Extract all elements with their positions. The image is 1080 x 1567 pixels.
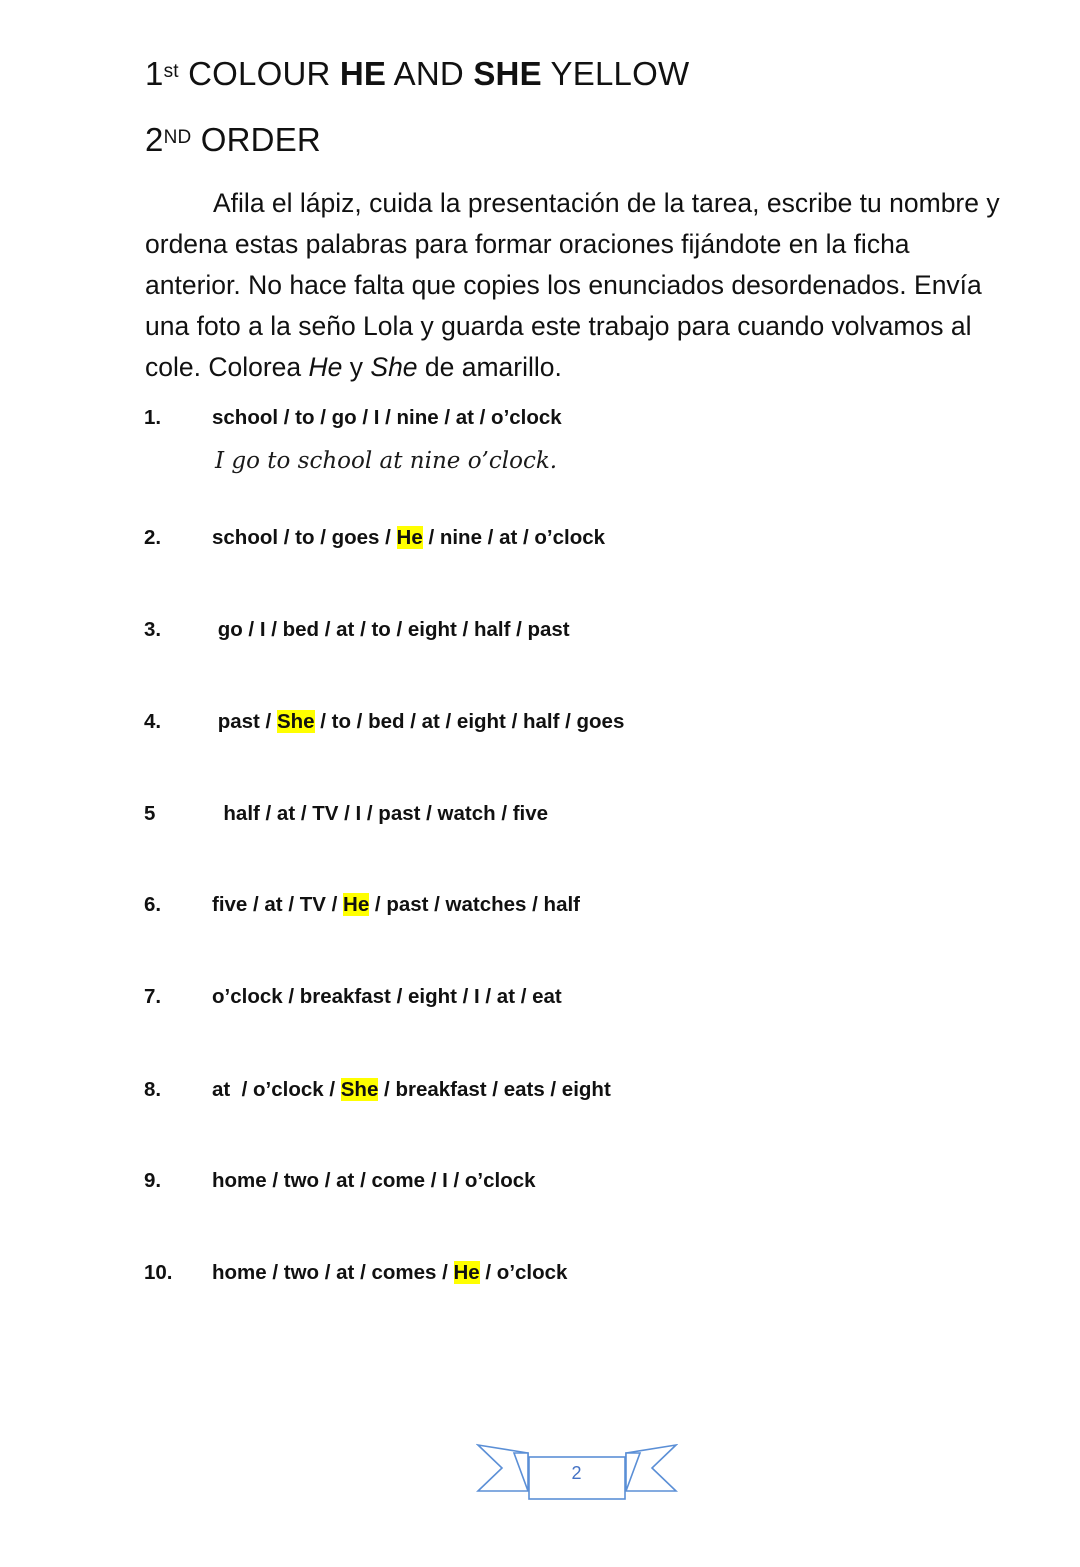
exercise-item-10: 10. home / two / at / comes / He / o’clock	[144, 1261, 568, 1284]
exercise-item-4: 4. past / She / to / bed / at / eight / half / goes	[144, 710, 625, 733]
exercise-item-3: 3. go / I / bed / at / to / eight / half / past	[144, 618, 570, 641]
exercise-item-9: 9. home / two / at / come / I / o’clock	[144, 1169, 536, 1192]
highlighted-pronoun: He	[343, 893, 370, 916]
exercise-item-2: 2. school / to / goes / He / nine / at / o’clock	[144, 526, 606, 549]
exercise-item-5: 5 half / at / TV / I / past / watch / five	[144, 802, 549, 825]
exercise-item-7: 7. o’clock / breakfast / eight / I / at / eat	[144, 985, 562, 1008]
exercise-item-8: 8. at / o’clock / She / breakfast / eats / eight	[144, 1078, 611, 1101]
highlighted-pronoun: She	[276, 710, 315, 733]
example-answer: I go to school at nine o’clock.	[215, 448, 558, 474]
heading-order: 2ND ORDER	[145, 121, 321, 158]
page-number: 2	[571, 1463, 582, 1483]
highlighted-pronoun: She	[340, 1078, 379, 1101]
exercise-item-1: 1. school / to / go / I / nine / at / o’clock	[144, 406, 562, 429]
highlighted-pronoun: He	[453, 1261, 480, 1284]
heading-colour: 1st COLOUR HE AND SHE YELLOW	[145, 55, 690, 92]
instructions-paragraph: Afila el lápiz, cuida la presentación de la tarea, escribe tu nombre y ordena estas palabras para formar oraciones fijándote en la ficha anterior. No hace falta que copies los enunciados desordenados. Envía una foto a la seño Lola y guarda este trabajo para cuando volvamos al cole. Colorea He y She de amarillo.	[145, 188, 1000, 382]
highlighted-pronoun: He	[396, 526, 423, 549]
exercise-item-6: 6. five / at / TV / He / past / watches / half	[144, 893, 580, 916]
